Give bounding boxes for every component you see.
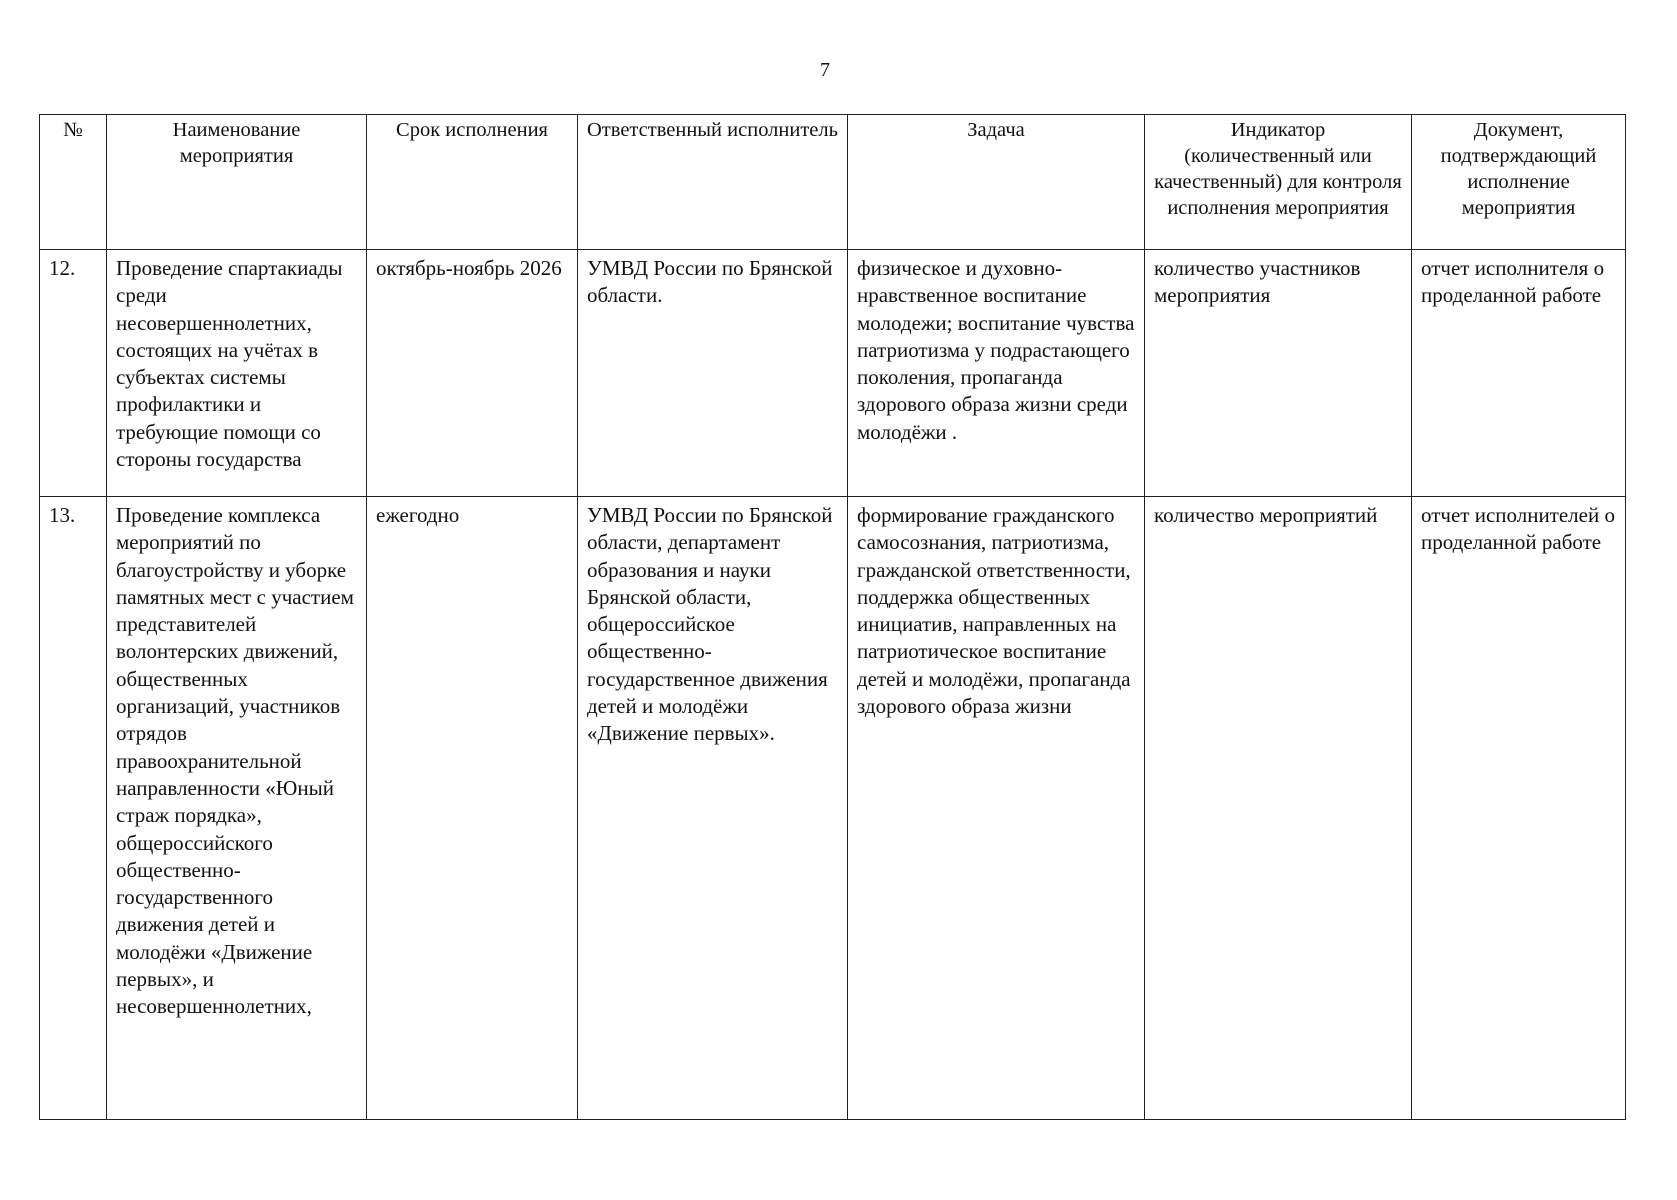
- table-row: [40, 250, 1626, 497]
- deadline-cell: ежегодно: [367, 497, 578, 1120]
- executor-cell: УМВД России по Брянской области.: [578, 250, 848, 497]
- header-indicator: Индикатор (количественный или качественный) для контроля исполнения мероприятия: [1145, 115, 1412, 250]
- table-header-row: [40, 115, 1626, 250]
- header-activity-name: Наименование мероприятия: [107, 115, 367, 250]
- document-cell: отчет исполнителей о проделанной работе: [1412, 497, 1626, 1120]
- document-cell: отчет исполнителя о проделанной работе: [1412, 250, 1626, 497]
- header-executor: Ответственный исполнитель: [578, 115, 848, 250]
- header-task: Задача: [848, 115, 1145, 250]
- deadline-cell: октябрь-ноябрь 2026: [367, 250, 578, 497]
- table-row: [40, 497, 1626, 1120]
- task-cell: формирование гражданского самосознания, патриотизма, гражданской ответственности, поддержка общественных инициатив, направленных на патриотическое воспитание детей и молодёжи, пропаганда здорового образа жизни: [848, 497, 1145, 1120]
- header-deadline: Срок исполнения: [367, 115, 578, 250]
- header-number: №: [40, 115, 107, 250]
- activities-table: [39, 114, 1626, 1120]
- activity-name-cell: Проведение спартакиады среди несовершеннолетних, состоящих на учётах в субъектах системы профилактики и требующие помощи со стороны государства: [107, 250, 367, 497]
- task-cell: физическое и духовно-нравственное воспитание молодежи; воспитание чувства патриотизма у подрастающего поколения, пропаганда здорового образа жизни среди молодёжи .: [848, 250, 1145, 497]
- row-number: 12.: [40, 250, 107, 497]
- executor-cell: УМВД России по Брянской области, департамент образования и науки Брянской области, общероссийское общественно-государственное движения детей и молодёжи «Движение первых».: [578, 497, 848, 1120]
- page-number: 7: [820, 59, 830, 81]
- indicator-cell: количество мероприятий: [1145, 497, 1412, 1120]
- indicator-cell: количество участников мероприятия: [1145, 250, 1412, 497]
- header-document: Документ, подтверждающий исполнение мероприятия: [1412, 115, 1626, 250]
- row-number: 13.: [40, 497, 107, 1120]
- activity-name-cell: Проведение комплекса мероприятий по благоустройству и уборке памятных мест с участием представителей волонтерских движений, общественных организаций, участников отрядов правоохранительной направленности «Юный страж порядка», общероссийского общественно-государственного движения детей и молодёжи «Движение первых», и несовершеннолетних,: [107, 497, 367, 1120]
